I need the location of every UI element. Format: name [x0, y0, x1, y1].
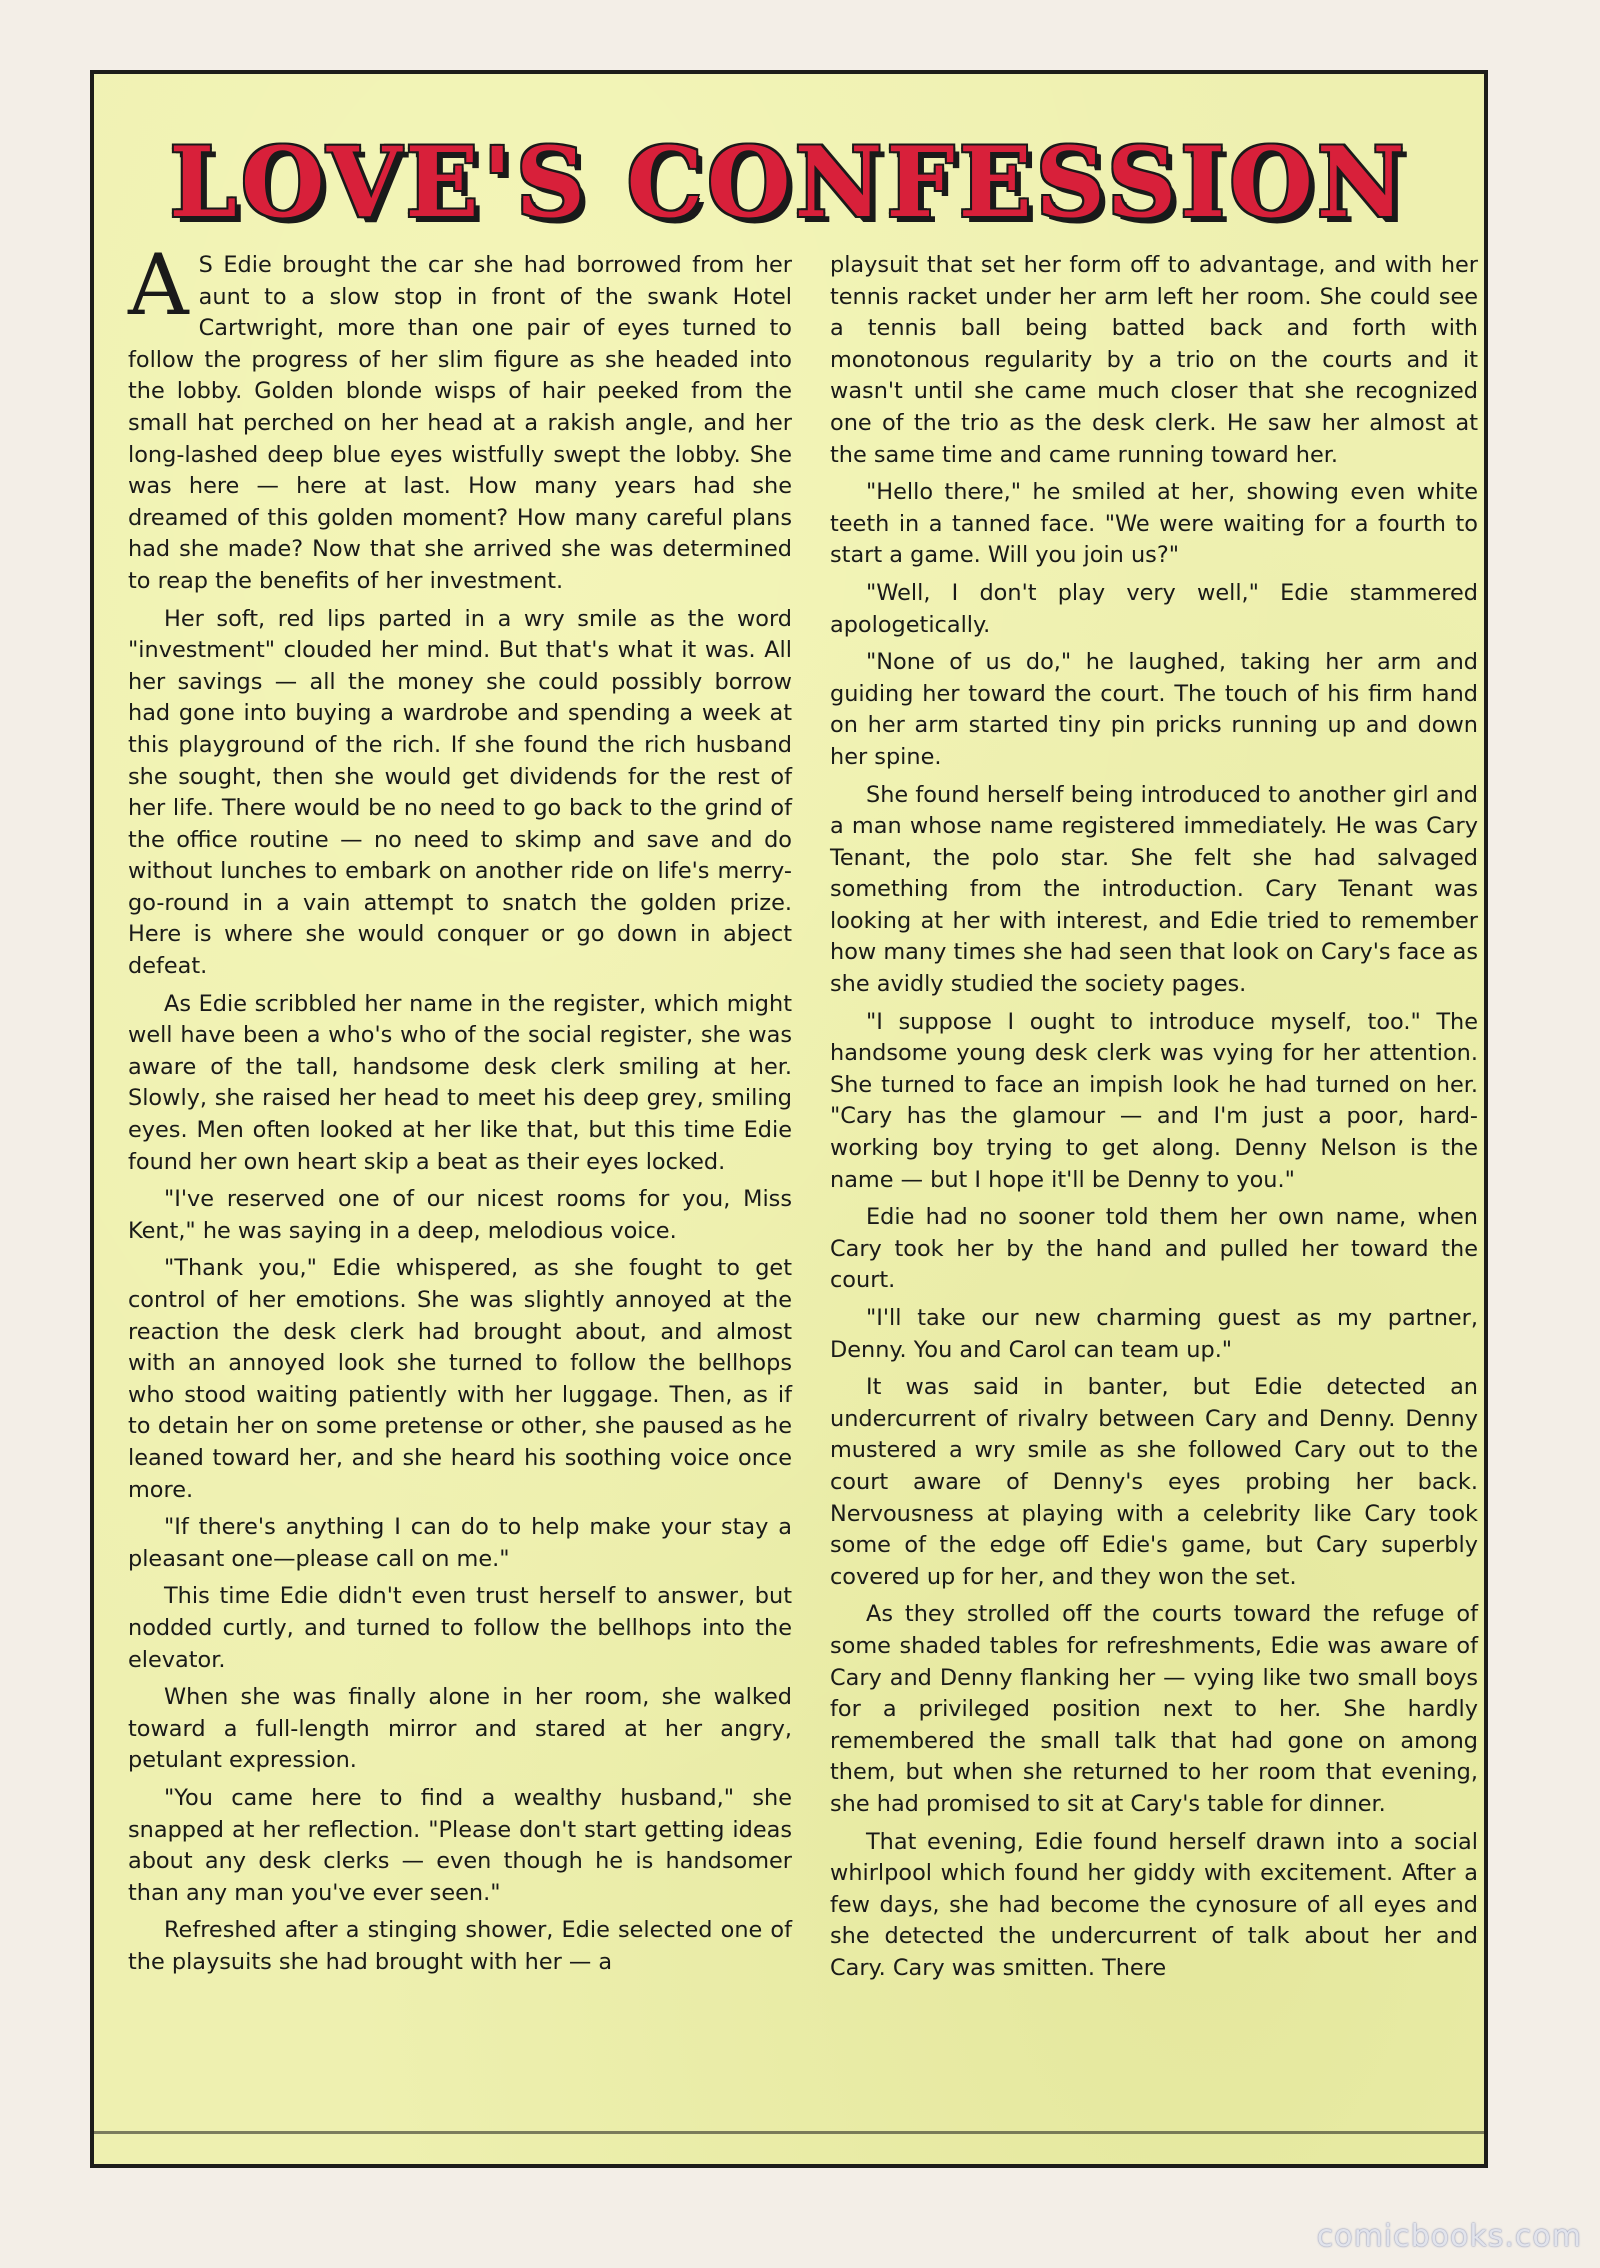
paragraph: She found herself being introduced to another girl and a man whose name registered immediately. He was Cary Tenant, the polo star. She felt she had salvaged something from the introduction. Cary Tenant was looking at her with interest, and Edie tried to remember how many times she had seen that look on Cary's face as she avidly studied the society pages.: [830, 781, 1478, 998]
paragraph: "Thank you," Edie whispered, as she fought to get control of her emotions. She was slightly annoyed at the reaction the desk clerk had brought about, and almost with an annoyed look she turned to follow the bellhops who stood waiting patiently with her luggage. Then, as if to detain her on some pretense or other, she paused as he leaned toward her, and she heard his soothing voice once more.: [128, 1255, 792, 1503]
paragraph: As Edie scribbled her name in the register, which might well have been a who's who of the social register, she was aware of the tall, handsome desk clerk smiling at her. Slowly, she raised her head to meet his deep grey, smiling eyes. Men often looked at her like that, but this time Edie found her own heart skip a beat as their eyes locked.: [128, 990, 792, 1175]
paragraph: That evening, Edie found herself drawn into a social whirlpool which found her giddy with excitement. After a few days, she had become the cynosure of all eyes and she detected the undercurrent of talk about her and Cary. Cary was smitten. There: [830, 1828, 1478, 1981]
paragraph: "Well, I don't play very well," Edie stammered apologetically.: [830, 579, 1478, 638]
story-title: LOVE'S CONFESSION: [169, 126, 1409, 239]
story-page: [90, 70, 1488, 2168]
bottom-border-line: [94, 2131, 1484, 2134]
paragraph: "Hello there," he smiled at her, showing even white teeth in a tanned face. "We were waiting for a fourth to start a game. Will you join us?": [830, 479, 1478, 569]
paragraph: "None of us do," he laughed, taking her arm and guiding her toward the court. The touch of his firm hand on her arm started tiny pin pricks running up and down her spine.: [830, 649, 1478, 770]
right-column: [830, 250, 1478, 1990]
watermark: comicbooks.com: [1316, 2219, 1582, 2254]
paragraph: "I suppose I ought to introduce myself, too." The handsome young desk clerk was vying for her attention. She turned to face an impish look he had turned on her. "Cary has the glamour — and I'm just a poor, hard-working boy trying to get along. Denny Nelson is the name — but I hope it'll be Denny to you.": [830, 1008, 1478, 1193]
left-column: [128, 236, 792, 1984]
paragraph: Edie had no sooner told them her own name, when Cary took her by the hand and pulled her toward the court.: [830, 1204, 1478, 1294]
paragraph: Her soft, red lips parted in a wry smile as the word "investment" clouded her mind. But that's what it was. All her savings — all the money she could possibly borrow had gone into buying a wardrobe and spending a week at this playground of the rich. If she found the rich husband she sought, then she would get dividends for the rest of her life. There would be no need to go back to the grind of the office routine — no need to skimp and save and do without lunches to embark on another ride on life's merry-go-round in a vain attempt to snatch the golden prize. Here is where she would conquer or go down in abject defeat.: [128, 605, 792, 980]
paragraph: "I've reserved one of our nicest rooms for you, Miss Kent," he was saying in a deep, melodious voice.: [128, 1186, 792, 1244]
paragraph: It was said in banter, but Edie detected an undercurrent of rivalry between Cary and Denny. Denny mustered a wry smile as she followed Cary out to the court aware of Denny's eyes probing her back. Nervousness at playing with a celebrity like Cary took some of the edge off Edie's game, but Cary superbly covered up for her, and they won the set.: [830, 1374, 1478, 1590]
paragraph: Refreshed after a stinging shower, Edie selected one of the playsuits she had brought with her — a: [128, 1917, 792, 1975]
paragraph: This time Edie didn't even trust herself to answer, but nodded curtly, and turned to follow the bellhops into the elevator.: [128, 1583, 792, 1673]
paragraph: "I'll take our new charming guest as my partner, Denny. You and Carol can team up.": [830, 1305, 1478, 1363]
paragraph: When she was finally alone in her room, she walked toward a full-length mirror and stared at her angry, petulant expression.: [128, 1684, 792, 1774]
paragraph: "You came here to find a wealthy husband," she snapped at her reflection. "Please don't start getting ideas about any desk clerks — even though he is handsomer than any man you've ever seen.": [128, 1784, 792, 1906]
paragraph: "If there's anything I can do to help make your stay a pleasant one—please call on me.": [128, 1514, 792, 1572]
paragraph: AS Edie brought the car she had borrowed from her aunt to a slow stop in front of the swank Hotel Cartwright, more than one pair of eyes turned to follow the progress of her slim figure as she headed into the lobby. Golden blonde wisps of hair peeked from the small hat perched on her head at a rakish angle, and her long-lashed deep blue eyes wistfully swept the lobby. She was here — here at last. How many years had she dreamed of this golden moment? How many careful plans had she made? Now that she arrived she was determined to reap the benefits of her investment.: [128, 236, 792, 594]
paragraph: playsuit that set her form off to advantage, and with her tennis racket under her arm left her room. She could see a tennis ball being batted back and forth with monotonous regularity by a trio on the courts and it wasn't until she came much closer that she recognized one of the trio as the desk clerk. He saw her almost at the same time and came running toward her.: [830, 252, 1478, 468]
paragraph: As they strolled off the courts toward the refuge of some shaded tables for refreshments, Edie was aware of Cary and Denny flanking her — vying like two small boys for a privileged position next to her. She hardly remembered the small talk that had gone on among them, but when she returned to her room that evening, she had promised to sit at Cary's table for dinner.: [830, 1601, 1478, 1817]
